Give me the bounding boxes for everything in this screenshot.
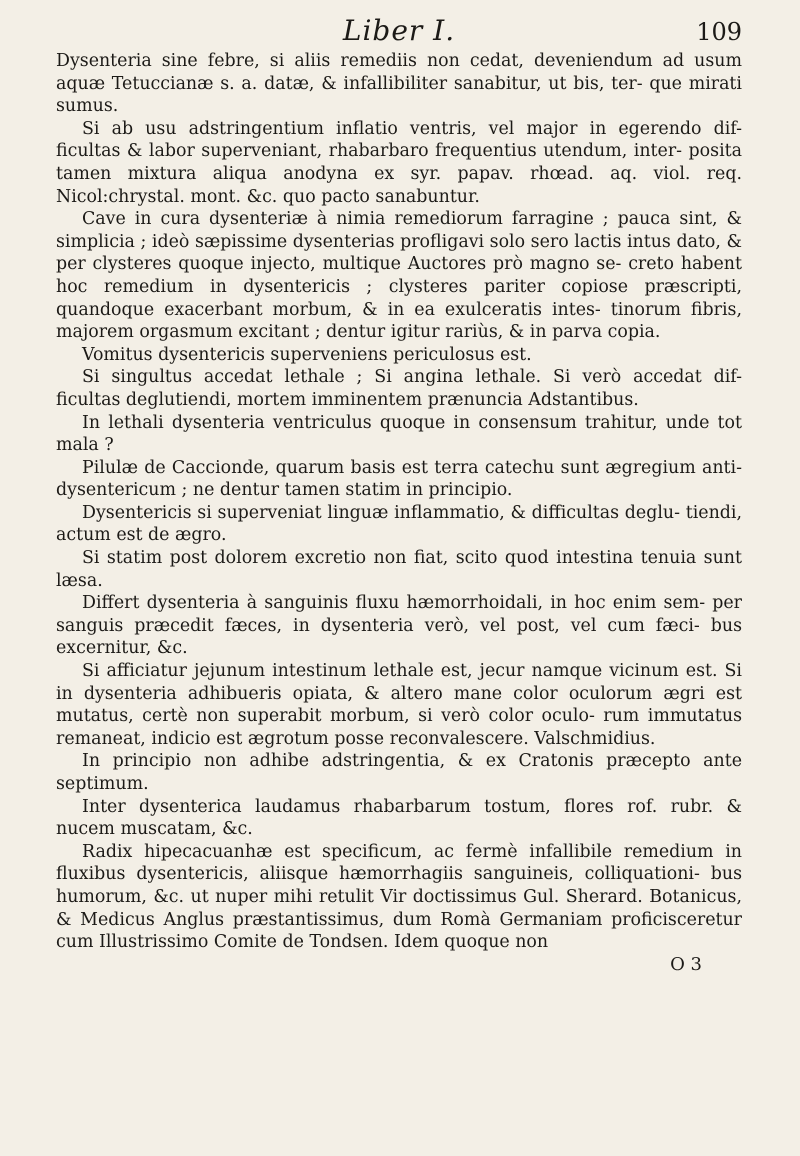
paragraph: Si singultus accedat lethale ; Si angina lethale. Si verò accedat dif- ficultas deglutiendi, mortem imminentem prænuncia Adstantibus. bbox=[56, 367, 742, 410]
paragraph: Inter dysenterica laudamus rhabarbarum tostum, flores rof. rubr. & nucem muscatam, &c. bbox=[56, 796, 742, 840]
running-head bbox=[56, 14, 742, 50]
paragraph: Si afficiatur jejunum intestinum lethale est, jecur namque vicinum est. Si in dysenteria adhibueris opiata, & altero mane color oculorum ægri est mutatus, certè non superabit morbum, si verò color oculo- rum immutatus remaneat, indicio est ægrotum posse reconvalescere. Valschmidius. bbox=[56, 661, 742, 749]
paragraph: Dysenteria sine febre, si aliis remediis non cedat, deveniendum ad usum aquæ Tetuccianæ s. a. datæ, & infallibiliter sanabitur, ut bis, ter- que mirati sumus. bbox=[56, 51, 742, 117]
paragraph: Dysentericis si superveniat linguæ inflammatio, & difficultas deglu- tiendi, actum est de ægro. bbox=[56, 502, 742, 546]
paragraph: Si ab usu adstringentium inflatio ventris, vel major in egerendo dif- ficultas & labor superveniant, rhabarbaro frequentius utendum, inter- posita tamen mixtura aliqua anodyna ex syr. papav. rhœad. aq. viol. req. Nicol:chrystal. mont. &c. quo pacto sanabuntur. bbox=[56, 118, 742, 207]
paragraph: Pilulæ de Caccionde, quarum basis est terra catechu sunt ægregium anti-dysentericum ; ne dentur tamen statim in principio. bbox=[56, 457, 742, 501]
page-number: 109 bbox=[696, 18, 742, 46]
paragraph: Differt dysenteria à sanguinis fluxu hæmorrhoidali, in hoc enim sem- per sanguis præcedit fæces, in dysenteria verò, vel post, vel cum fæci- bus excernitur, &c. bbox=[56, 593, 742, 659]
body-text bbox=[56, 50, 742, 954]
paragraph: In lethali dysenteria ventriculus quoque in consensum trahitur, unde tot mala ? bbox=[56, 412, 742, 456]
paragraph: Cave in cura dysenteriæ à nimia remediorum farragine ; pauca sint, & simplicia ; ideò sæpissime dysenterias profligavi solo sero lactis intus dato, & per clysteres quoque injecto, multique Auctores prò magno se- creto habent hoc remedium in dysentericis ; clysteres pariter copiose præscripti, quandoque exacerbant morbum, & in ea exulceratis intes- tinorum fibris, majorem orgasmum excitant ; dentur igitur rariùs, & in parva copia. bbox=[56, 209, 742, 343]
paragraph: Si statim post dolorem excretio non fiat, scito quod intestina tenuia sunt læsa. bbox=[56, 548, 742, 591]
catchword: O 3 bbox=[670, 953, 702, 975]
paragraph: In principio non adhibe adstringentia, & ex Cratonis præcepto ante septimum. bbox=[56, 751, 742, 794]
paragraph: Radix hipecacuanhæ est specificum, ac fermè infallibile remedium in fluxibus dysentericis, aliisque hæmorrhagiis sanguineis, colliquationi- bus humorum, &c. ut nuper mihi retulit Vir doctissimus Gul. Sherard. Botanicus, & Medicus Anglus præstantissimus, dum Romà Germaniam proficisceretur cum Illustrissimo Comite de Tondsen. Idem quoque non bbox=[56, 841, 742, 953]
paragraph: Vomitus dysentericis superveniens periculosus est. bbox=[82, 344, 532, 365]
running-title: Liber I. bbox=[342, 14, 456, 47]
